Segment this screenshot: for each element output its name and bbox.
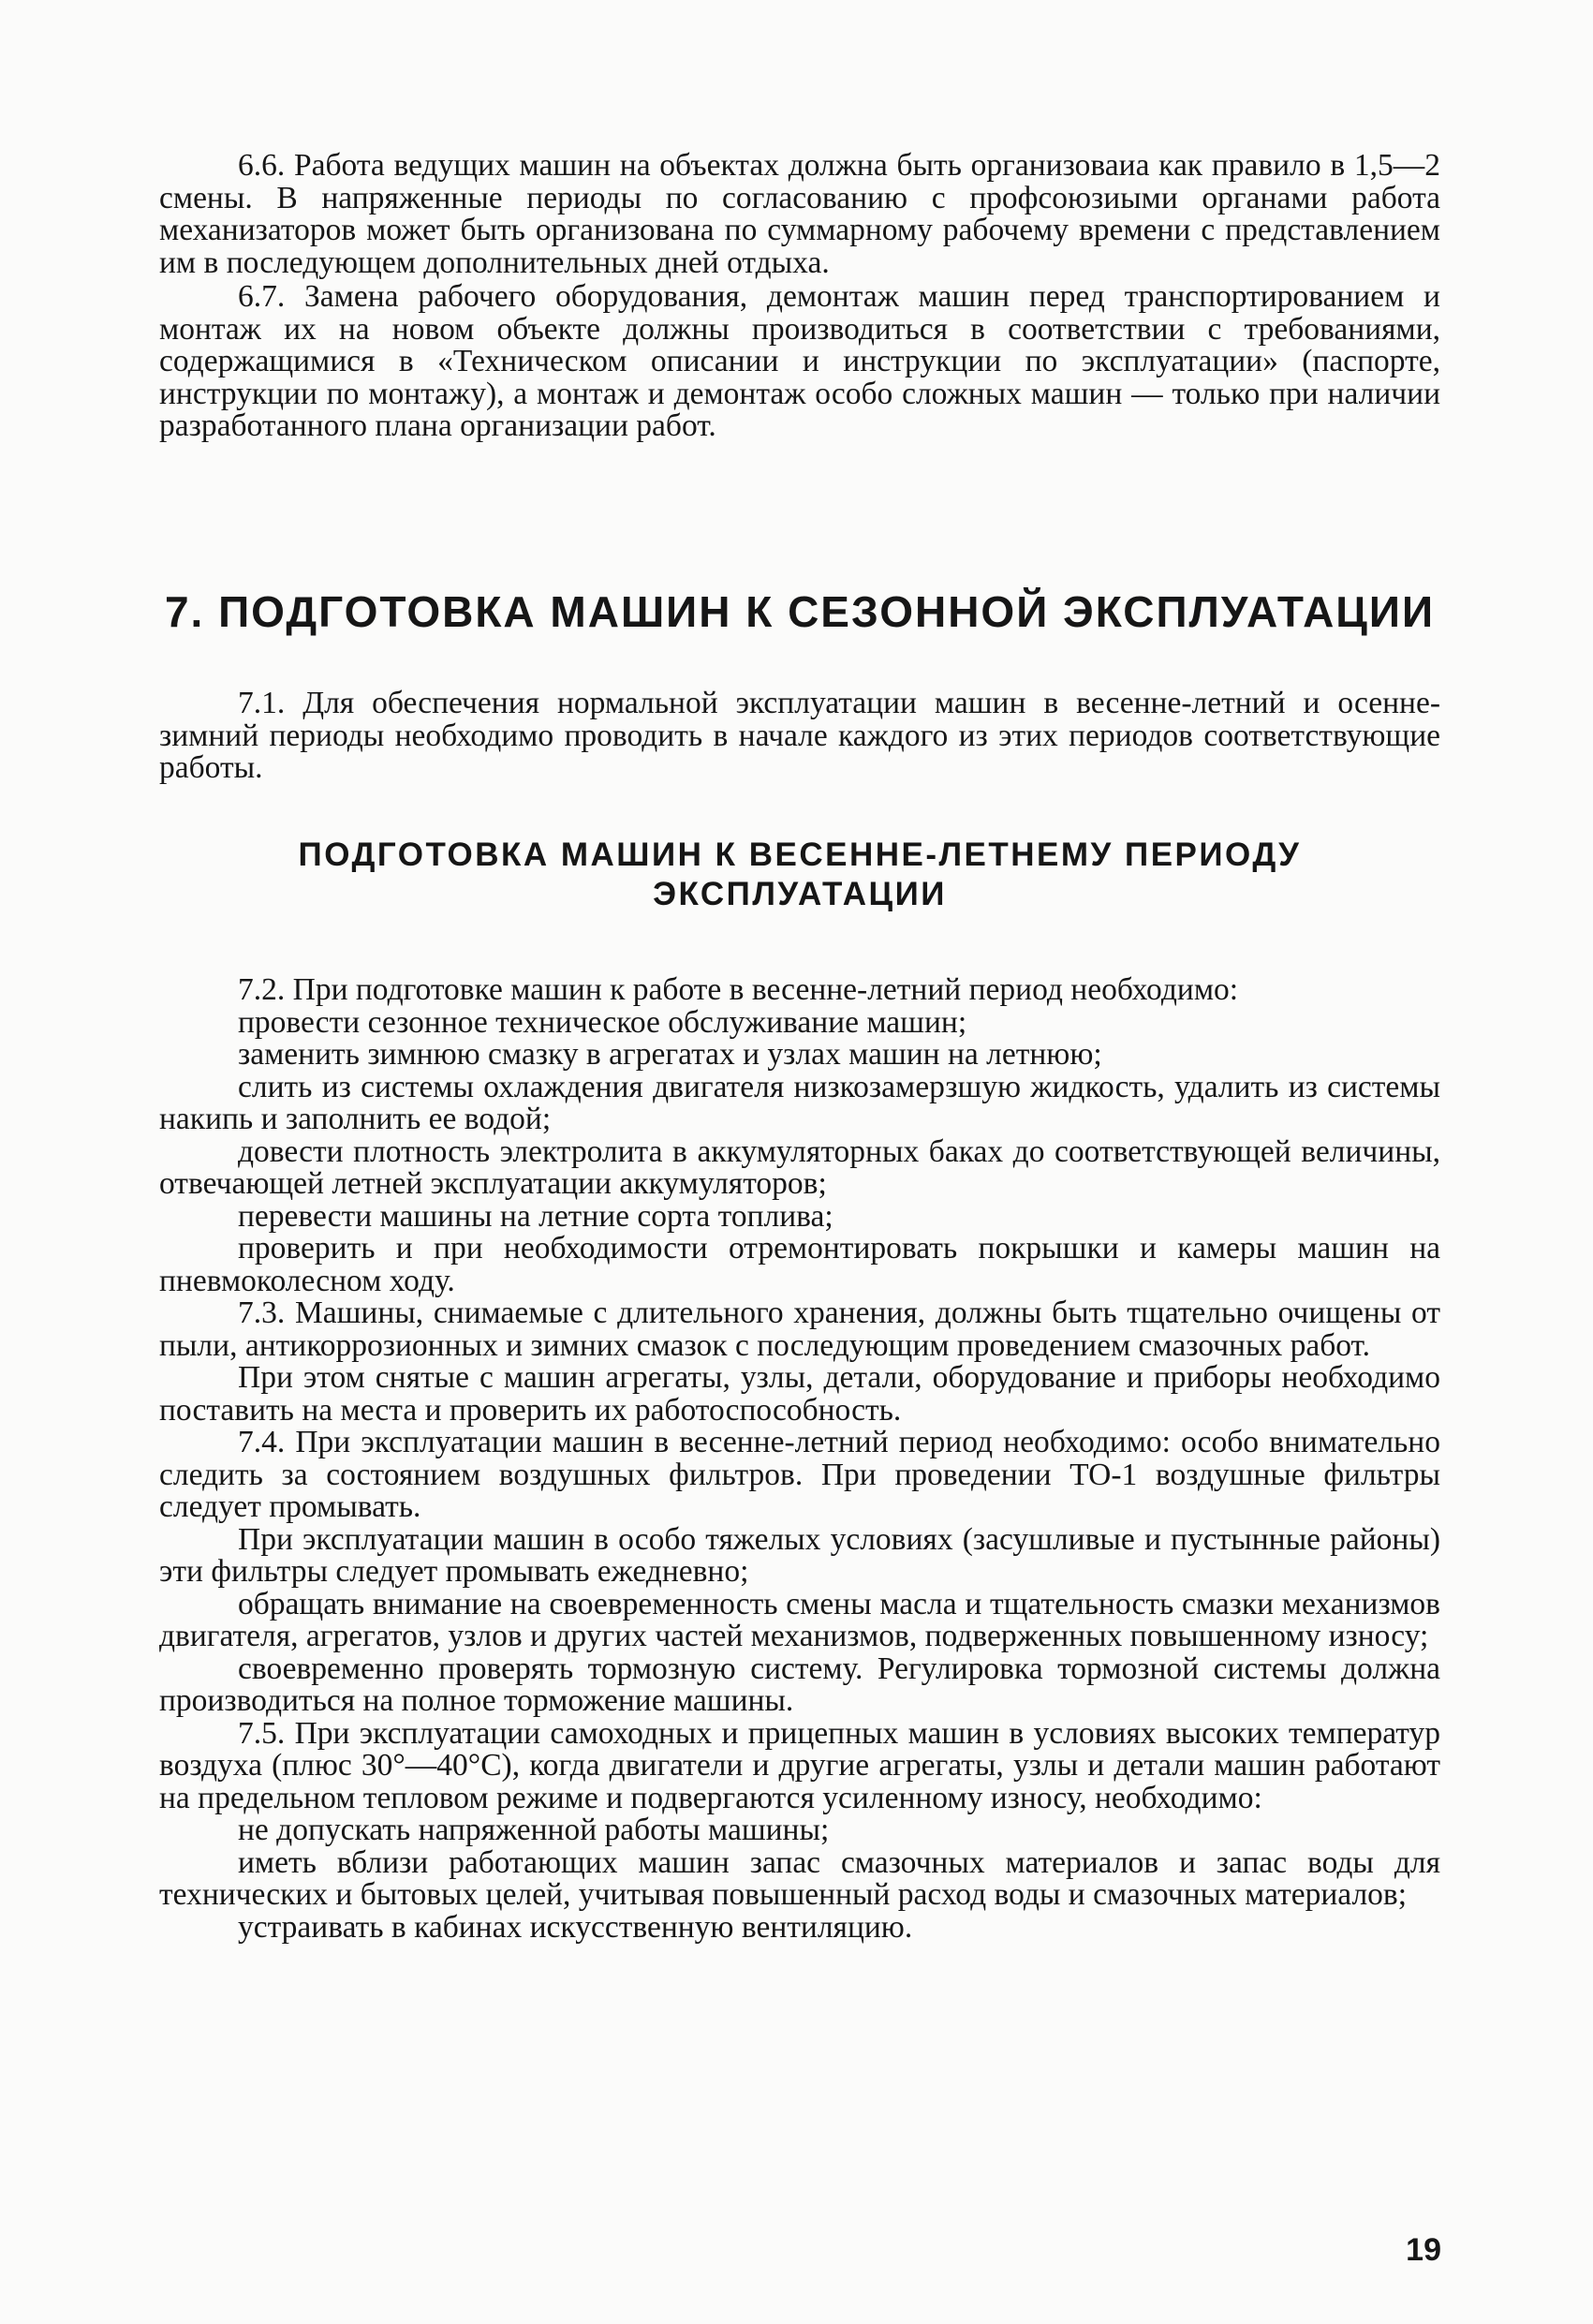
list-item: не допускать напряженной работы машины; <box>238 1813 830 1847</box>
paragraph-7-3-cont: При этом снятые с машин агрегаты, узлы, детали, оборудование и приборы необходимо поставить на места и проверить их работоспособность. <box>159 1360 1440 1428</box>
paragraph-7-4-brakes: своевременно проверять тормозную систему. Регулировка тормозной системы должна производиться на полное торможение машины. <box>159 1650 1440 1718</box>
chapter-7-heading: 7. ПОДГОТОВКА МАШИН К СЕЗОННОЙ ЭКСПЛУАТАЦИИ <box>164 587 1436 636</box>
list-item: провести сезонное техническое обслуживание машин; <box>238 1004 967 1040</box>
list-item: устраивать в кабинах искусственную вентиляцию. <box>238 1909 913 1945</box>
list-item: проверить и при необходимости отремонтировать покрышки и камеры машин на пневмоколесном ходу. <box>159 1231 1440 1298</box>
paragraph-6-6: 6.6. Работа ведущих машин на объектах должна быть организоваиа как правило в 1,5—2 смены. В напряженные периоды по согласованию с профсоюзиыми органами работа механизаторов может быть организована по суммарному рабочему времени с представлением им в последующем дополнительных дней отдыха. <box>159 148 1440 280</box>
paragraph-7-4: 7.4. При эксплуатации машин в весенне-летний период необходимо: особо внимательно следить за состоянием воздушных фильтров. При проведении ТО-1 воздушные фильтры следует промывать. <box>159 1425 1440 1524</box>
paragraph-7-3: 7.3. Машины, снимаемые с длительного хранения, должны быть тщательно очищены от пыли, антикоррозионных и зимних смазок с последующим проведением смазочных работ. <box>159 1295 1440 1363</box>
body-text <box>159 974 1440 1944</box>
paragraph-7-5-intro: 7.5. При эксплуатации самоходных и прицепных машин в условиях высоких температур воздуха (плюс 30°—40°С), когда двигатели и другие агрегаты, узлы и детали машин работают на предельном тепловом режиме и подвергаются усиленному износу, необходимо: <box>159 1715 1440 1815</box>
list-item: иметь вблизи работающих машин запас смазочных материалов и запас воды для технических и бытовых целей, учитывая повышенный расход воды и смазочных материалов; <box>159 1844 1440 1912</box>
section-6-7 <box>159 281 1440 443</box>
subsection-heading-line1: ПОДГОТОВКА МАШИН К ВЕСЕННЕ-ЛЕТНЕМУ ПЕРИОДУ <box>298 836 1302 873</box>
subsection-heading-line2: ЭКСПЛУАТАЦИИ <box>653 876 947 912</box>
paragraph-7-4-oil: обращать внимание на своевременность смены масла и тщательность смазки механизмов двигателя, агрегатов, узлов и других частей механизмов, подверженных повышенному износу; <box>159 1586 1440 1653</box>
list-item: перевести машины на летние сорта топлива; <box>238 1198 833 1234</box>
page-number: 19 <box>1406 2232 1441 2268</box>
paragraph-7-1: 7.1. Для обеспечения нормальной эксплуатации машин в весенне-летний и осенне-зимний периоды необходимо проводить в начале каждого из этих периодов соответствующие работы. <box>159 686 1440 785</box>
section-7-1 <box>159 688 1440 785</box>
list-item: заменить зимнюю смазку в агрегатах и узлах машин на летнюю; <box>238 1037 1102 1072</box>
section-6-6 <box>159 150 1440 279</box>
paragraph-7-4-cont: При эксплуатации машин в особо тяжелых условиях (засушливые и пустынные районы) эти фильтры следует промывать ежедневно; <box>159 1521 1440 1589</box>
subsection-heading <box>215 836 1384 914</box>
paragraph-6-7: 6.7. Замена рабочего оборудования, демонтаж машин перед транспортированием и монтаж их на новом объекте должны производиться в соответствии с требованиями, содержащимися в «Техническом описании и инструкции по эксплуатации» (паспорте, инструкции по монтажу), а монтаж и демонтаж особо сложных машин — только при наличии разработанного плана организации работ. <box>159 279 1440 443</box>
list-item: слить из системы охлаждения двигателя низкозамерзшую жидкость, удалить из системы накипь и заполнить ее водой; <box>159 1069 1440 1136</box>
paragraph-7-2-intro: 7.2. При подготовке машин к работе в весенне-летний период необходимо: <box>238 972 1239 1007</box>
list-item: довести плотность электролита в аккумуляторных баках до соответствующей величины, отвечающей летней эксплуатации аккумуляторов; <box>159 1133 1440 1201</box>
